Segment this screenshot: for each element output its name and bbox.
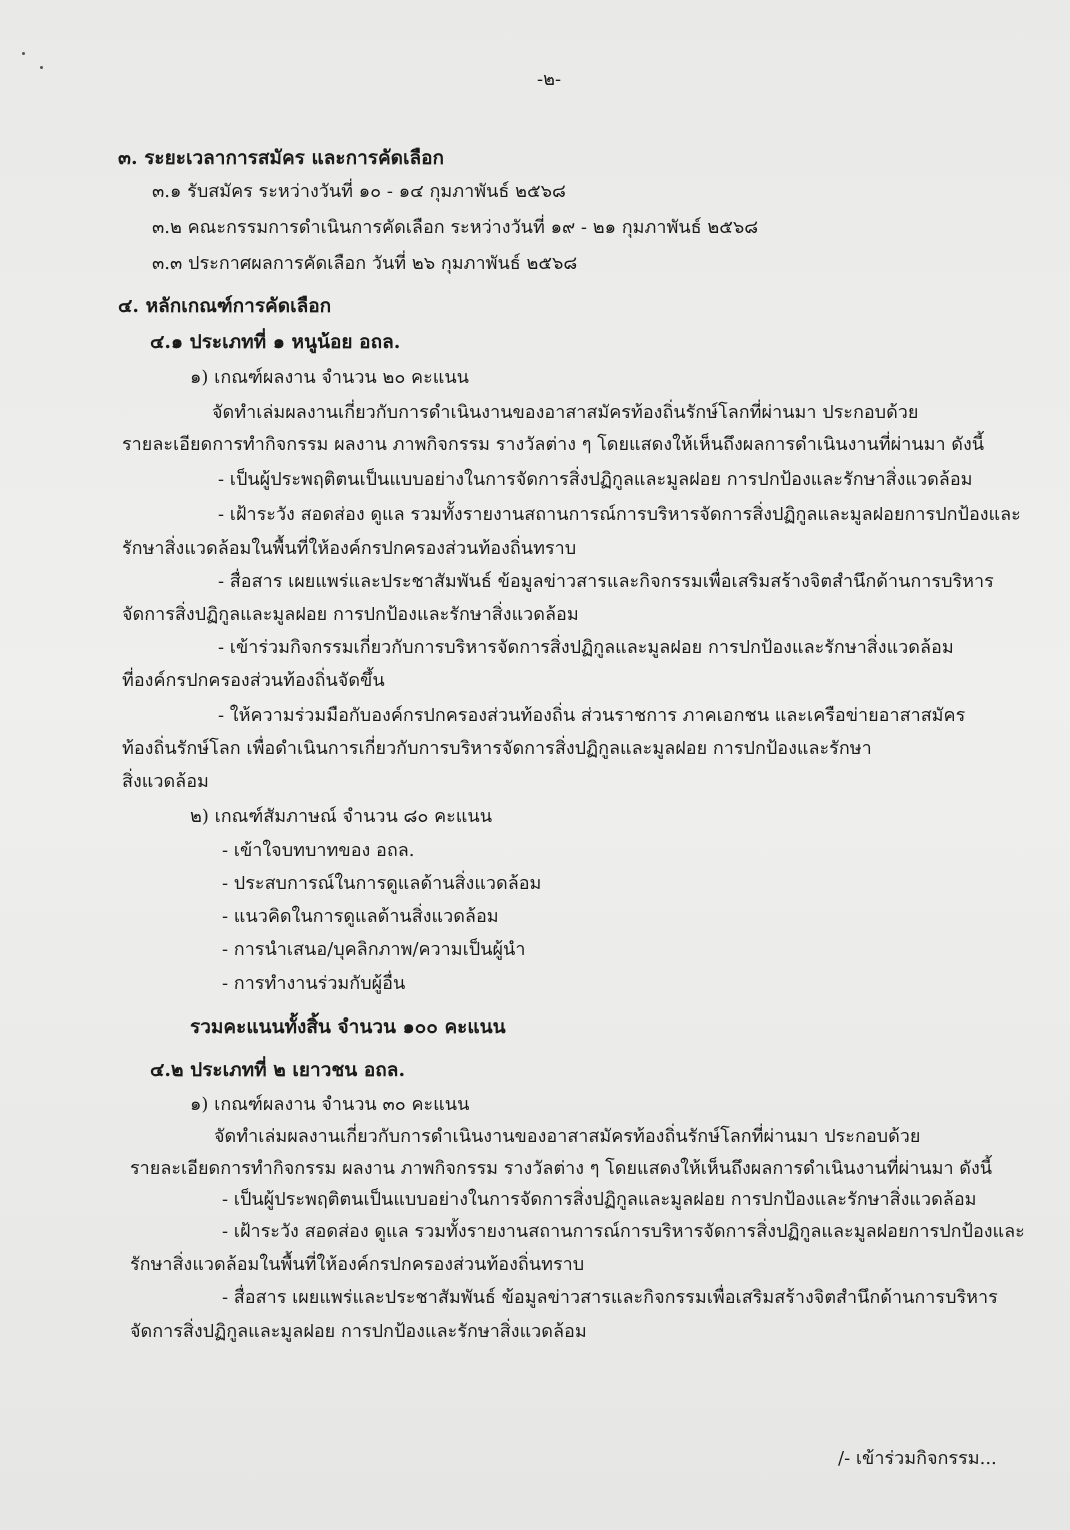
bullet-line: ท้องถิ่นรักษ์โลก เพื่อดำเนินการเกี่ยวกับการบริหารจัดการสิ่งปฏิกูลและมูลฝอย การปกป้องและรักษา <box>122 738 872 759</box>
page-number: -๒- <box>537 69 562 90</box>
total-score: รวมคะแนนทั้งสิ้น จำนวน ๑๐๐ คะแนน <box>190 1016 506 1038</box>
bullet-line: รักษาสิ่งแวดล้อมในพื้นที่ให้องค์กรปกครองส่วนท้องถิ่นทราบ <box>130 1254 585 1275</box>
subsection-heading: ๔.๑ ประเภทที่ ๑ หนูน้อย อถล. <box>150 331 401 353</box>
bullet-line: - เฝ้าระวัง สอดส่อง ดูแล รวมทั้งรายงานสถานการณ์การบริหารจัดการสิ่งปฏิกูลและมูลฝอยการปกป้องและ <box>218 504 1021 525</box>
bullet-line: - เป็นผู้ประพฤติตนเป็นแบบอย่างในการจัดการสิ่งปฏิกูลและมูลฝอย การปกป้องและรักษาสิ่งแวดล้อม <box>222 1189 977 1210</box>
paragraph-line: รายละเอียดการทำกิจกรรม ผลงาน ภาพกิจกรรม รางวัลต่าง ๆ โดยแสดงให้เห็นถึงผลการดำเนินงานที่ผ่านมา ดังนี้ <box>130 1158 993 1179</box>
bullet-line: - เฝ้าระวัง สอดส่อง ดูแล รวมทั้งรายงานสถานการณ์การบริหารจัดการสิ่งปฏิกูลและมูลฝอยการปกป้องและ <box>222 1221 1025 1242</box>
bullet-line: - สื่อสาร เผยแพร่และประชาสัมพันธ์ ข้อมูลข่าวสารและกิจกรรมเพื่อเสริมสร้างจิตสำนึกด้านการบริหาร <box>218 571 994 592</box>
section-item: ๓.๑ รับสมัคร ระหว่างวันที่ ๑๐ - ๑๔ กุมภาพันธ์ ๒๕๖๘ <box>152 181 566 202</box>
paragraph-line: จัดทำเล่มผลงานเกี่ยวกับการดำเนินงานของอาสาสมัครท้องถิ่นรักษ์โลกที่ผ่านมา ประกอบด้วย <box>214 1126 921 1147</box>
section-heading: ๓. ระยะเวลาการสมัคร และการคัดเลือก <box>118 147 445 169</box>
bullet-line: ที่องค์กรปกครองส่วนท้องถิ่นจัดขึ้น <box>122 670 385 691</box>
bullet-line: - เข้าร่วมกิจกรรมเกี่ยวกับการบริหารจัดการสิ่งปฏิกูลและมูลฝอย การปกป้องและรักษาสิ่งแวดล้อม <box>218 637 954 658</box>
subsection-heading: ๔.๒ ประเภทที่ ๒ เยาวชน อถล. <box>150 1059 406 1081</box>
bullet-line: รักษาสิ่งแวดล้อมในพื้นที่ให้องค์กรปกครองส่วนท้องถิ่นทราบ <box>122 538 577 559</box>
paragraph-line: รายละเอียดการทำกิจกรรม ผลงาน ภาพกิจกรรม รางวัลต่าง ๆ โดยแสดงให้เห็นถึงผลการดำเนินงานที่ผ่านมา ดังนี้ <box>122 434 985 455</box>
interview-item: - การนำเสนอ/บุคลิกภาพ/ความเป็นผู้นำ <box>222 939 526 960</box>
interview-item: - การทำงานร่วมกับผู้อื่น <box>222 973 406 994</box>
section-item: ๓.๒ คณะกรรมการดำเนินการคัดเลือก ระหว่างวันที่ ๑๙ - ๒๑ กุมภาพันธ์ ๒๕๖๘ <box>152 217 759 238</box>
interview-item: - ประสบการณ์ในการดูแลด้านสิ่งแวดล้อม <box>222 873 542 894</box>
bullet-line: จัดการสิ่งปฏิกูลและมูลฝอย การปกป้องและรักษาสิ่งแวดล้อม <box>122 604 579 625</box>
continuation-note: /- เข้าร่วมกิจกรรม... <box>838 1448 997 1469</box>
paragraph-line: จัดทำเล่มผลงานเกี่ยวกับการดำเนินงานของอาสาสมัครท้องถิ่นรักษ์โลกที่ผ่านมา ประกอบด้วย <box>212 402 919 423</box>
paper-speck <box>40 66 43 69</box>
criterion-heading: ๑) เกณฑ์ผลงาน จำนวน ๓๐ คะแนน <box>190 1094 470 1115</box>
section-item: ๓.๓ ประกาศผลการคัดเลือก วันที่ ๒๖ กุมภาพันธ์ ๒๕๖๘ <box>152 253 578 274</box>
bullet-line: สิ่งแวดล้อม <box>122 771 209 792</box>
interview-item: - แนวคิดในการดูแลด้านสิ่งแวดล้อม <box>222 906 499 927</box>
bullet-line: - สื่อสาร เผยแพร่และประชาสัมพันธ์ ข้อมูลข่าวสารและกิจกรรมเพื่อเสริมสร้างจิตสำนึกด้านการบริหาร <box>222 1287 998 1308</box>
bullet-line: จัดการสิ่งปฏิกูลและมูลฝอย การปกป้องและรักษาสิ่งแวดล้อม <box>130 1321 587 1342</box>
criterion-heading: ๒) เกณฑ์สัมภาษณ์ จำนวน ๘๐ คะแนน <box>190 806 493 827</box>
bullet-line: - เป็นผู้ประพฤติตนเป็นแบบอย่างในการจัดการสิ่งปฏิกูลและมูลฝอย การปกป้องและรักษาสิ่งแวดล้อม <box>218 469 973 490</box>
bullet-line: - ให้ความร่วมมือกับองค์กรปกครองส่วนท้องถิ่น ส่วนราชการ ภาคเอกชน และเครือข่ายอาสาสมัคร <box>218 705 966 726</box>
criterion-heading: ๑) เกณฑ์ผลงาน จำนวน ๒๐ คะแนน <box>190 367 469 388</box>
section-heading: ๔. หลักเกณฑ์การคัดเลือก <box>118 295 332 317</box>
paper-speck <box>22 52 25 55</box>
interview-item: - เข้าใจบทบาทของ อถล. <box>222 840 415 861</box>
